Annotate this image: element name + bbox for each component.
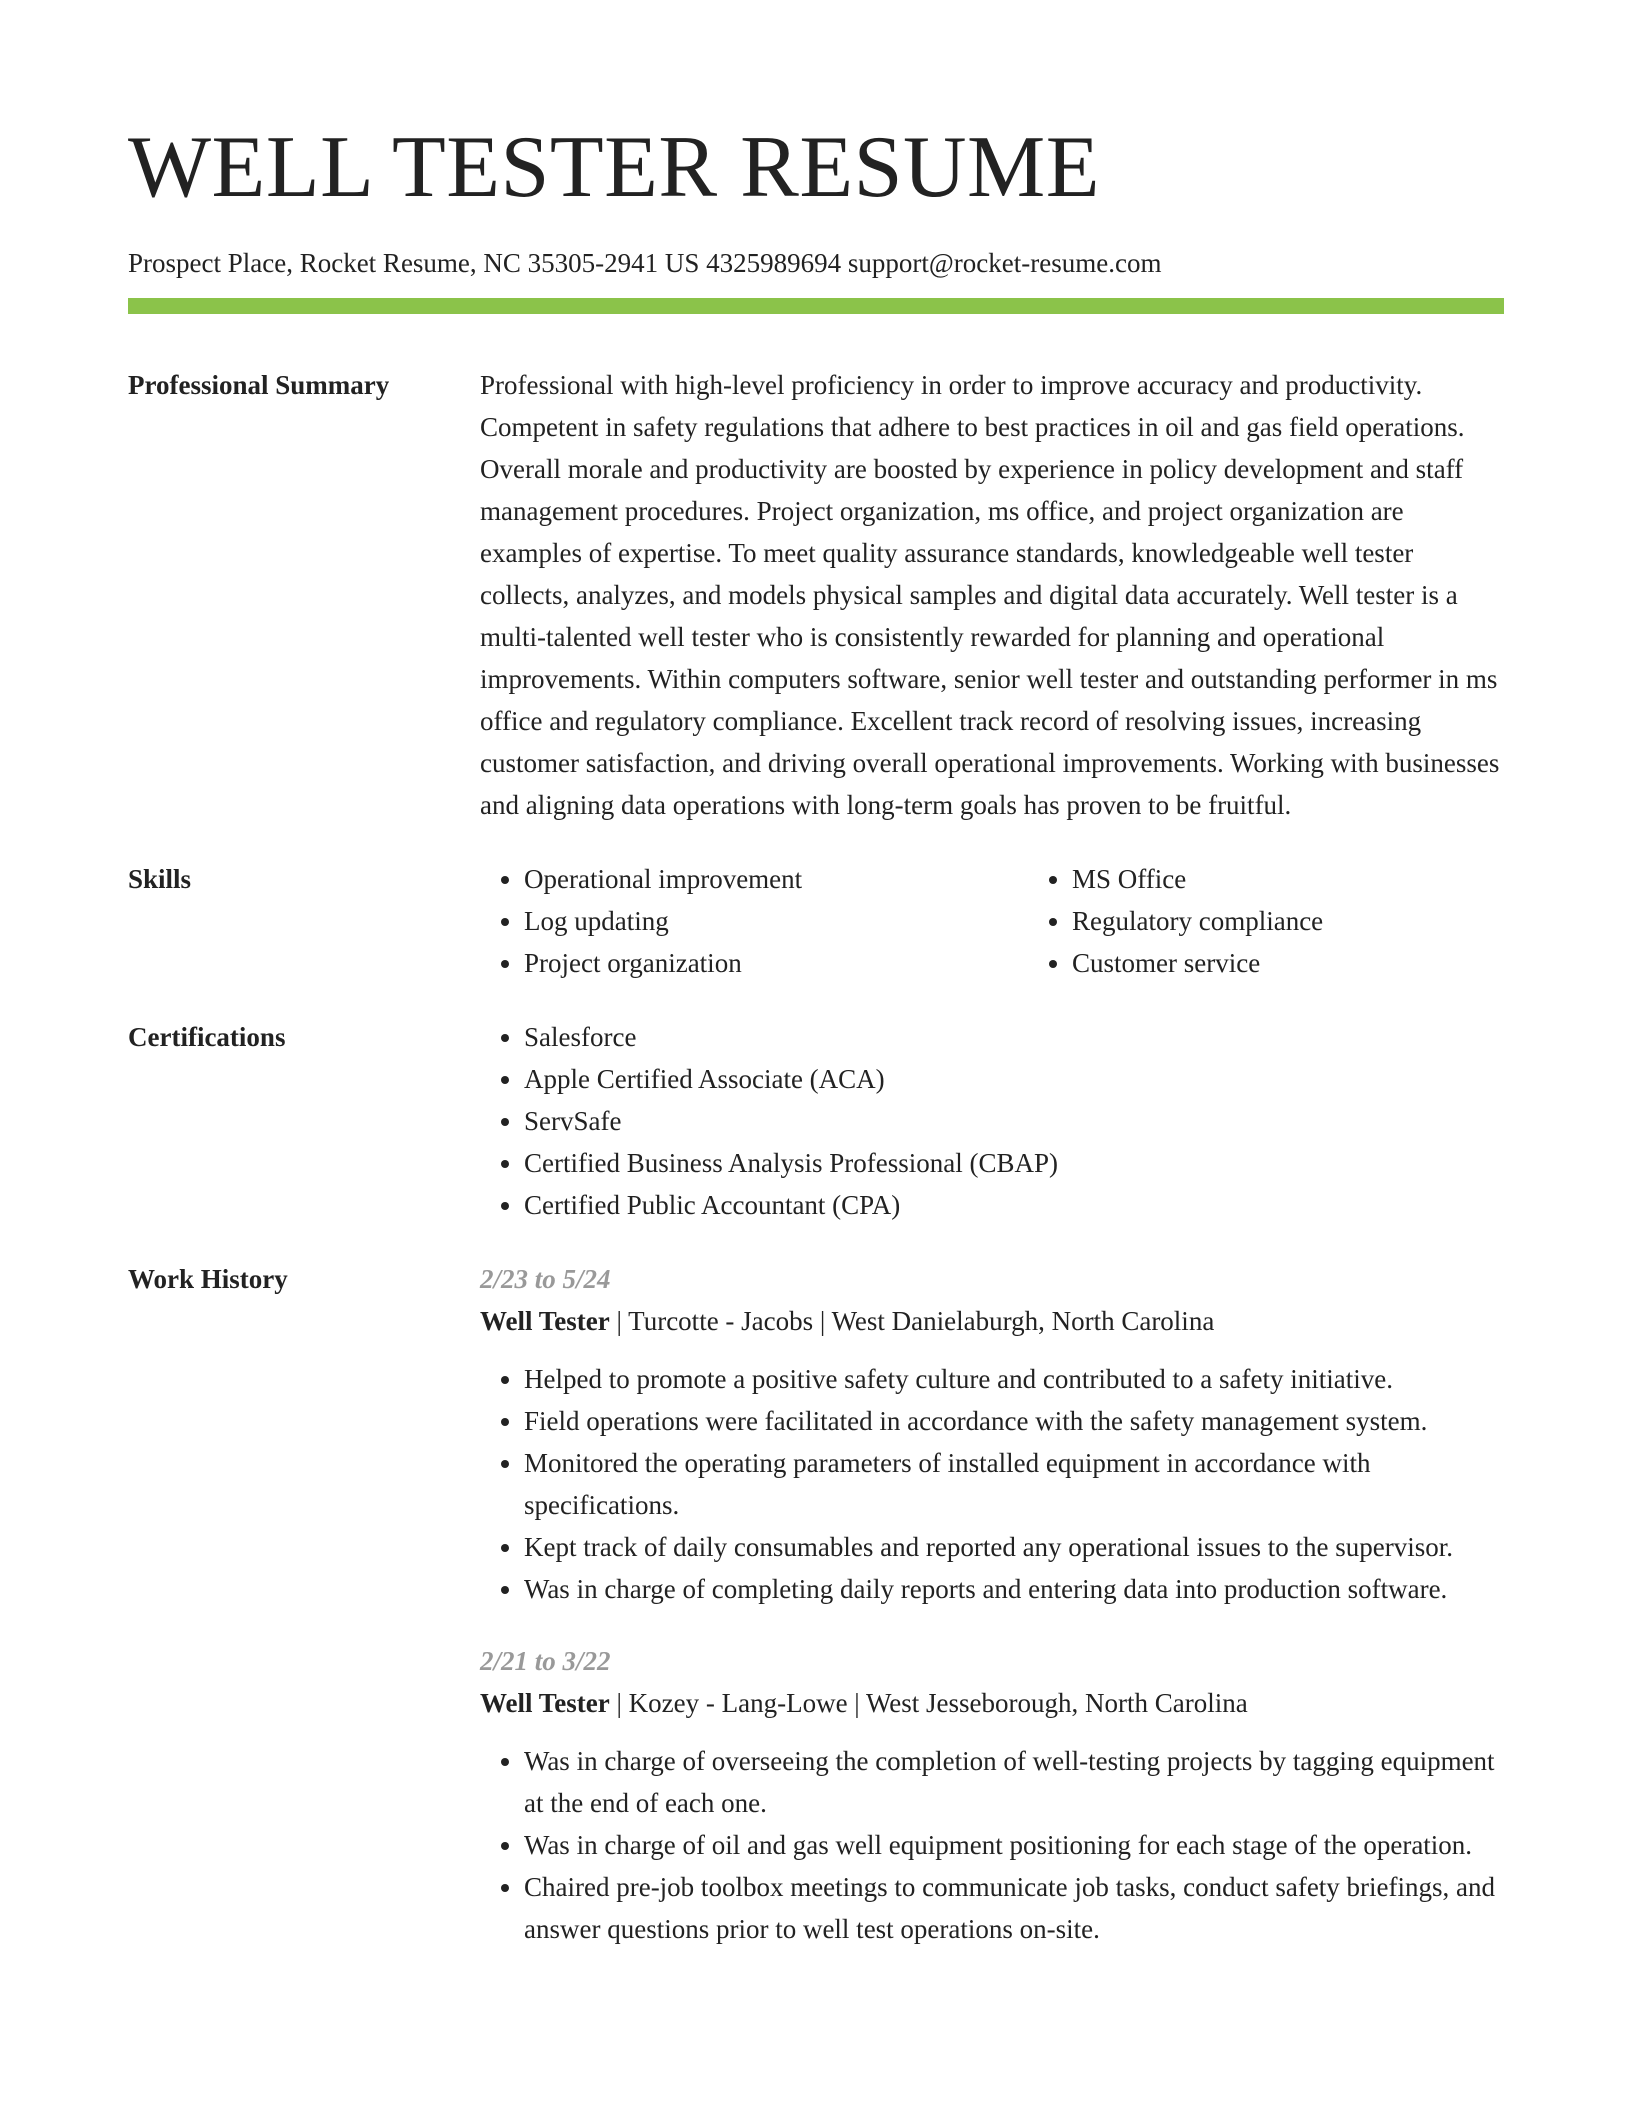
certification-item: • Salesforce <box>524 1016 1504 1058</box>
job-duties-list <box>480 1358 1504 1610</box>
work-history-body <box>480 1258 1504 1950</box>
skill-item: • Log updating <box>524 900 1028 942</box>
skills-section <box>128 858 1504 984</box>
certifications-list <box>480 1016 1504 1226</box>
job-duty-item: • Was in charge of overseeing the completion of well-testing projects by tagging equipment at the end of each one. <box>524 1740 1504 1824</box>
summary-text: Professional with high-level proficiency in order to improve accuracy and productivity. Competent in safety regulations that adhere to best practices in oil and gas field operations. Overall morale and productivity are boosted by experience in policy development and staff management procedures. Project organization, ms office, and project organization are examples of expertise. To meet quality assurance standards, knowledgeable well tester collects, analyzes, and models physical samples and digital data accurately. Well tester is a multi-talented well tester who is consistently rewarded for planning and operational improvements. Within computers software, senior well tester and outstanding performer in ms office and regulatory compliance. Excellent track record of resolving issues, increasing customer satisfaction, and driving overall operational improvements. Working with businesses and aligning data operations with long-term goals has proven to be fruitful. <box>480 370 1500 820</box>
job-duty-item: • Kept track of daily consumables and reported any operational issues to the supervisor. <box>524 1526 1504 1568</box>
job-employer-location: | Kozey - Lang-Lowe | West Jesseborough, North Carolina <box>609 1688 1248 1718</box>
certifications-section <box>128 1016 1504 1226</box>
job-title: Well Tester <box>480 1688 610 1718</box>
job-entry <box>480 1258 1504 1610</box>
skill-item: • Project organization <box>524 942 1028 984</box>
certifications-label: Certifications <box>128 1022 286 1052</box>
skill-item: • Customer service <box>1072 942 1576 984</box>
skill-item: • MS Office <box>1072 858 1576 900</box>
job-dates: 2/23 to 5/24 <box>480 1264 611 1294</box>
job-duties-list <box>480 1740 1504 1950</box>
skills-column-right <box>1028 858 1576 984</box>
work-history-section <box>128 1258 1504 1950</box>
skills-label: Skills <box>128 864 192 894</box>
job-duty-item: • Helped to promote a positive safety culture and contributed to a safety initiative. <box>524 1358 1504 1400</box>
work-history-label: Work History <box>128 1264 288 1294</box>
job-dates: 2/21 to 3/22 <box>480 1646 611 1676</box>
certifications-body <box>480 1016 1504 1226</box>
skill-item: • Operational improvement <box>524 858 1028 900</box>
skill-item: • Regulatory compliance <box>1072 900 1576 942</box>
skills-grid <box>480 858 1576 984</box>
job-duty-item: • Field operations were facilitated in accordance with the safety management system. <box>524 1400 1504 1442</box>
job-title: Well Tester <box>480 1306 610 1336</box>
certification-item: • Apple Certified Associate (ACA) <box>524 1058 1504 1100</box>
header-divider <box>128 298 1504 314</box>
job-duty-item: • Was in charge of completing daily reports and entering data into production software. <box>524 1568 1504 1610</box>
job-heading <box>480 1682 1504 1724</box>
job-duty-item: • Was in charge of oil and gas well equipment positioning for each stage of the operation. <box>524 1824 1504 1866</box>
job-employer-location: | Turcotte - Jacobs | West Danielaburgh, North Carolina <box>609 1306 1215 1336</box>
resume-title: WELL TESTER RESUME <box>128 119 1101 216</box>
certification-item: • Certified Public Accountant (CPA) <box>524 1184 1504 1226</box>
contact-info: Prospect Place, Rocket Resume, NC 35305-2941 US 4325989694 support@rocket-resume.com <box>128 248 1162 278</box>
job-heading <box>480 1300 1504 1342</box>
job-duty-item: • Chaired pre-job toolbox meetings to communicate job tasks, conduct safety briefings, and answer questions prior to well test operations on-site. <box>524 1866 1504 1950</box>
skills-column-left <box>480 858 1028 984</box>
certification-item: • Certified Business Analysis Professional (CBAP) <box>524 1142 1504 1184</box>
summary-section <box>128 364 1504 826</box>
summary-label: Professional Summary <box>128 370 390 400</box>
job-duty-item: • Monitored the operating parameters of installed equipment in accordance with specifications. <box>524 1442 1504 1526</box>
job-entry <box>480 1640 1504 1950</box>
certification-item: • ServSafe <box>524 1100 1504 1142</box>
